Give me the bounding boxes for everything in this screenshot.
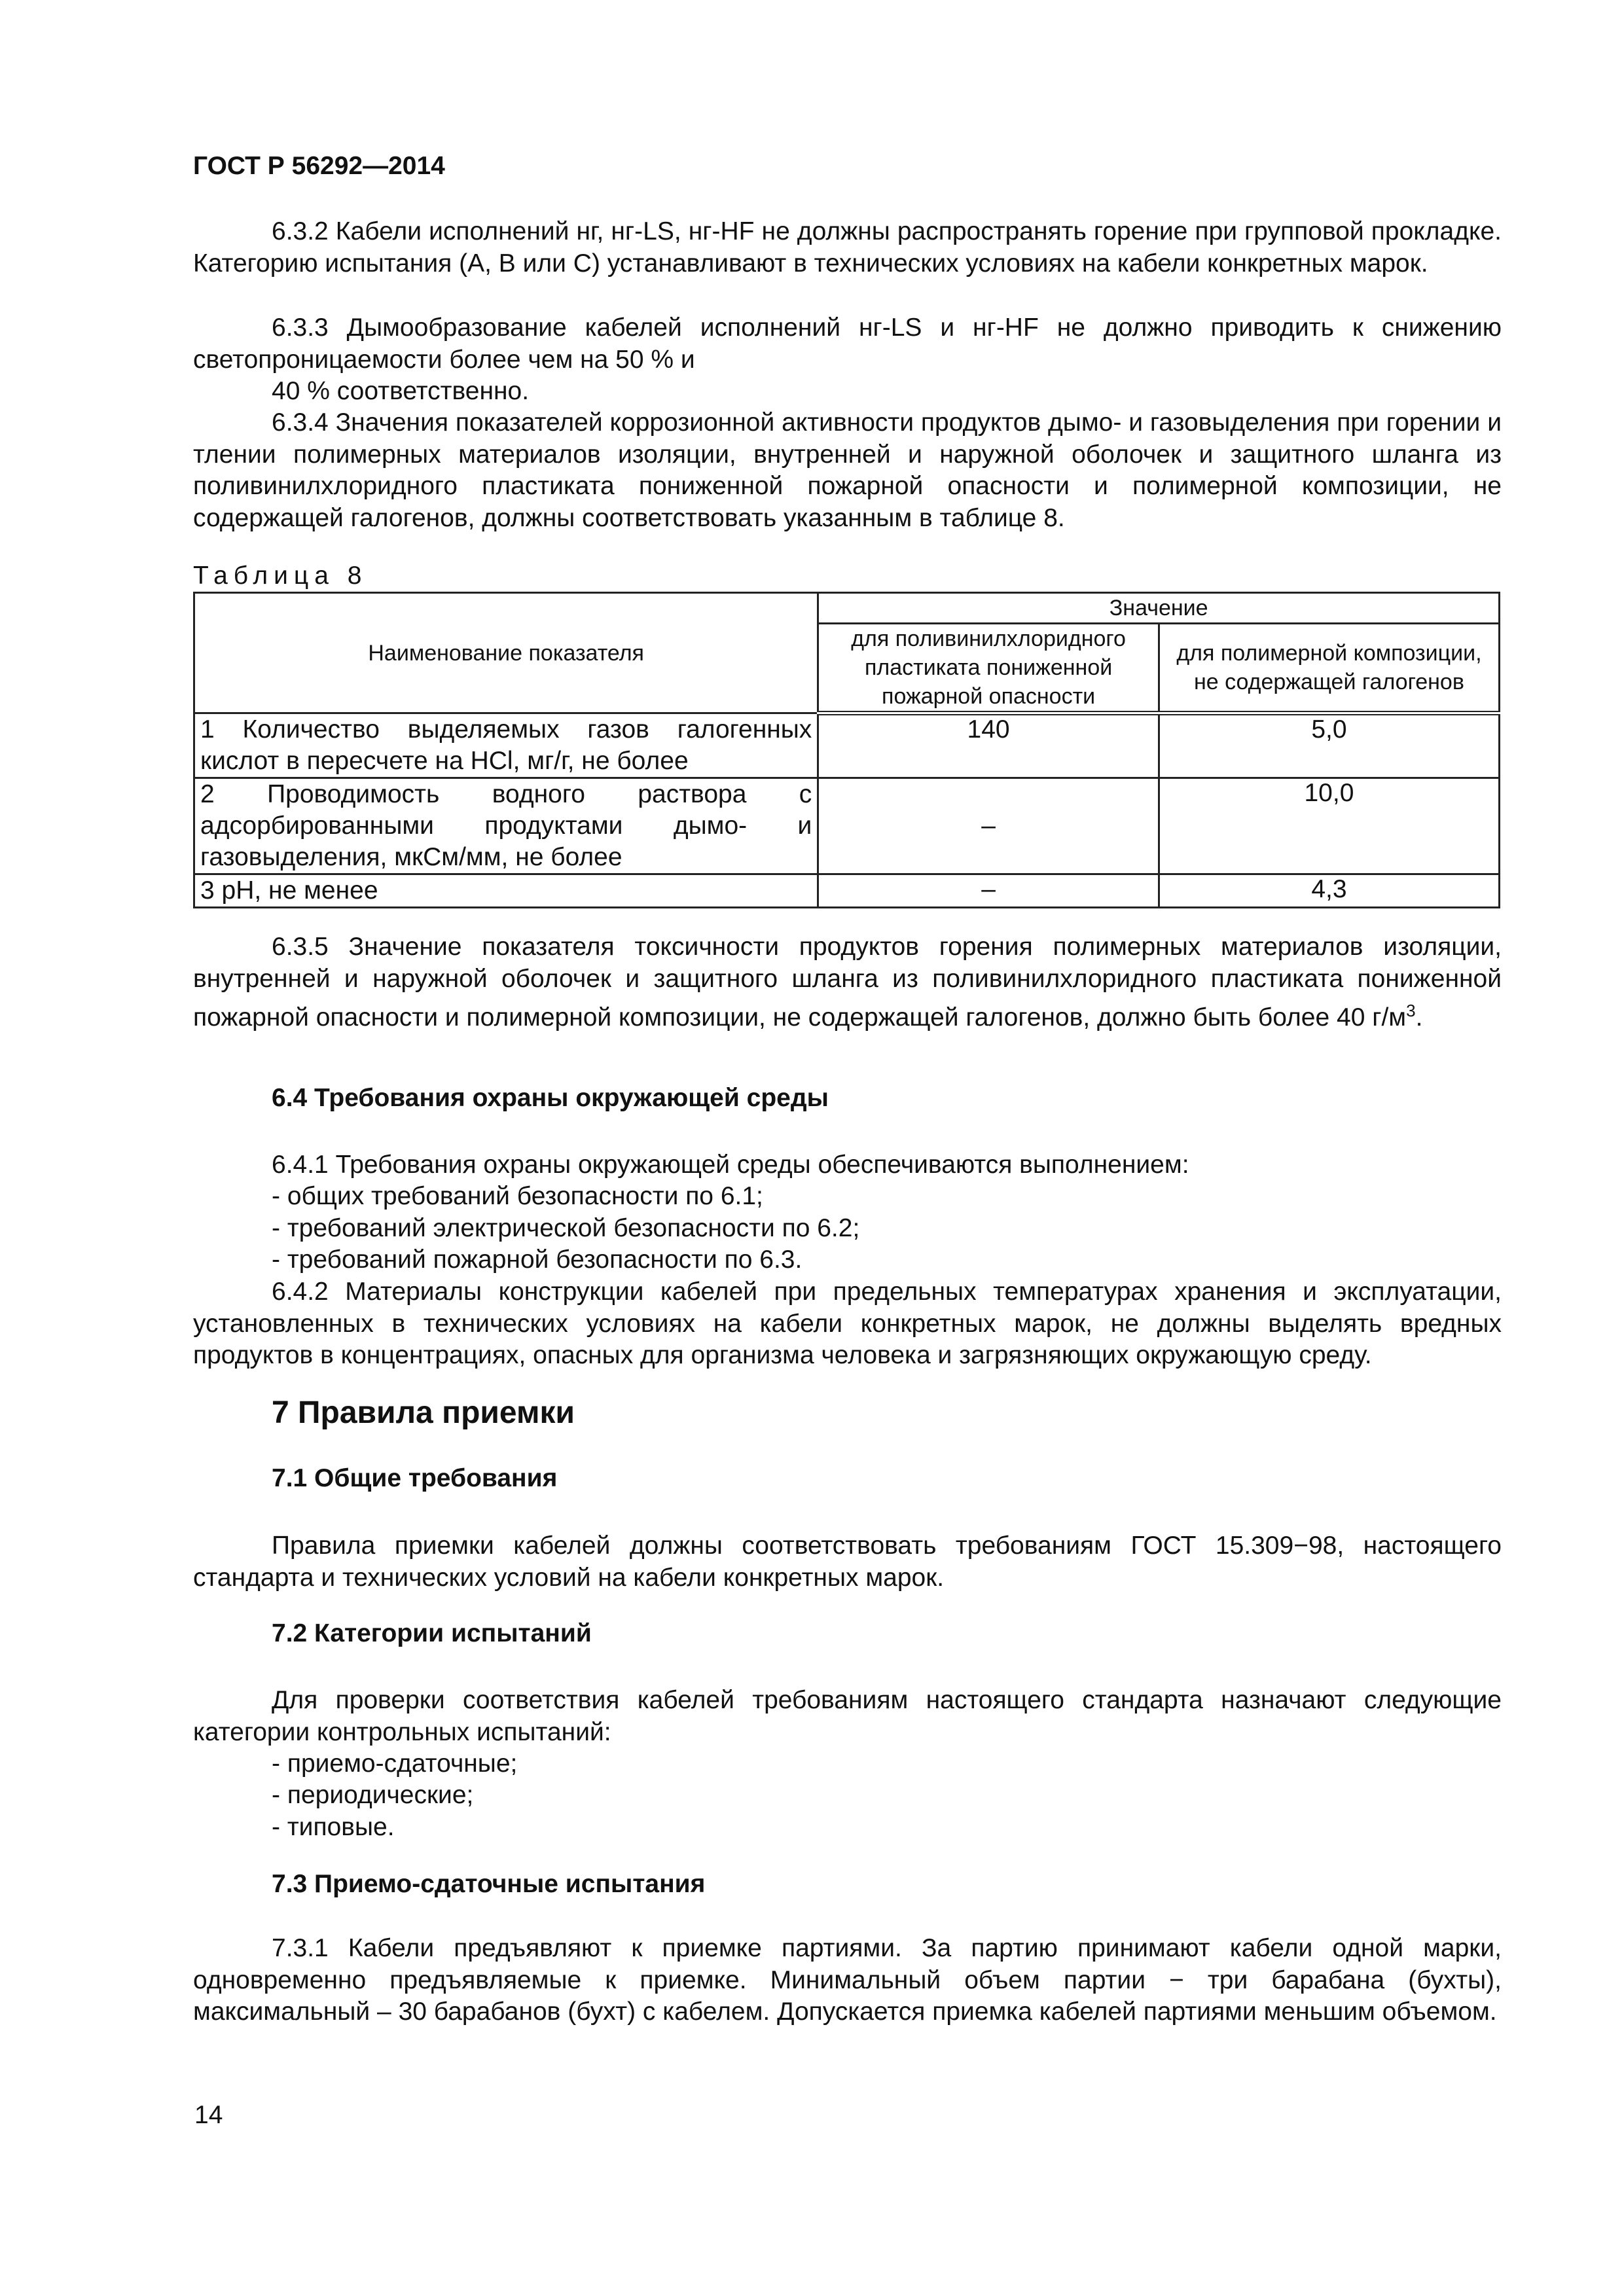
list-item: - общих требований безопасности по 6.1; xyxy=(272,1182,763,1210)
table-header-halogen-free: для полимерной композиции, не содержащей галогенов xyxy=(1159,624,1499,713)
document-code-header: ГОСТ Р 56292—2014 xyxy=(193,152,445,180)
table-cell-halogen-free-value: 5,0 xyxy=(1159,713,1499,778)
table-header-pvc: для поливинилхлоридного пластиката пониженной пожарной опасности xyxy=(818,624,1159,713)
table-cell-indicator: 1 Количество выделяемых газов галогенных кислот в пересчете на HCl, мг/г, не более xyxy=(194,713,818,778)
table-header-row-1 xyxy=(194,593,1500,624)
paragraph-7-3-1: 7.3.1 Кабели предъявляют к приемке партиями. За партию принимают кабели одной марки, одновременно предъявляемые к приемке. Минимальный объем партии − три барабана (бухты), максимальный – 30 барабанов (бухт) с кабелем. Допускается приемка кабелей партиями меньшим объемом. xyxy=(193,1934,1502,2026)
paragraph-6-3-5-text: 6.3.5 Значение показателя токсичности продуктов горения полимерных материалов изоляции, внутренней и наружной оболочек и защитного шланга из поливинилхлоридного пластиката пониженной пожарной опасности и полимерной композиции, не содержащей галогенов, должно быть более 40 г/м xyxy=(193,933,1502,1031)
list-item: - приемо-сдаточные; xyxy=(272,1749,518,1778)
heading-7: 7 Правила приемки xyxy=(272,1395,575,1430)
table-cell-indicator: 2 Проводимость водного раствора с адсорбированными продуктами дымо- и газовыделения, мкСм/мм, не более xyxy=(194,778,818,874)
table-8-title: Таблица 8 xyxy=(193,562,368,590)
list-item: - типовые. xyxy=(272,1813,395,1841)
table-cell-halogen-free-value: 10,0 xyxy=(1159,778,1499,874)
heading-6-4: 6.4 Требования охраны окружающей среды xyxy=(272,1084,829,1112)
heading-7-3: 7.3 Приемо-сдаточные испытания xyxy=(272,1870,706,1898)
list-item: - требований пожарной безопасности по 6.3. xyxy=(272,1246,803,1274)
superscript-cubic: 3 xyxy=(1406,1001,1416,1020)
table-header-value: Значение xyxy=(818,593,1500,624)
table-cell-pvc-value: – xyxy=(818,778,1159,874)
table-row xyxy=(194,713,1500,778)
table-cell-pvc-value: 140 xyxy=(818,713,1159,778)
paragraph-6-3-5 xyxy=(193,931,1502,1034)
paragraph-6-3-5-end: . xyxy=(1415,1003,1423,1031)
paragraph-6-3-2: 6.3.2 Кабели исполнений нг, нг-LS, нг-HF не должны распространять горение при групповой прокладке. Категорию испытания (А, В или С) устанавливают в технических условиях на кабели конкретных марок. xyxy=(193,217,1502,278)
table-cell-pvc-value: – xyxy=(818,874,1159,908)
paragraph-6-3-3: 6.3.3 Дымообразование кабелей исполнений нг-LS и нг-HF не должно приводить к снижению светопроницаемости более чем на 50 % и xyxy=(193,314,1502,374)
table-cell-indicator: 3 pH, не менее xyxy=(194,874,818,908)
page-number: 14 xyxy=(194,2101,223,2129)
table-row xyxy=(194,874,1500,908)
paragraph-6-3-3-continuation: 40 % соответственно. xyxy=(272,377,530,405)
heading-7-1: 7.1 Общие требования xyxy=(272,1464,558,1492)
table-cell-halogen-free-value: 4,3 xyxy=(1159,874,1499,908)
list-item: - периодические; xyxy=(272,1781,474,1809)
table-header-name: Наименование показателя xyxy=(194,593,818,713)
list-item: - требований электрической безопасности по 6.2; xyxy=(272,1214,860,1242)
table-row xyxy=(194,778,1500,874)
heading-7-2: 7.2 Категории испытаний xyxy=(272,1619,592,1647)
paragraph-6-4-2: 6.4.2 Материалы конструкции кабелей при предельных температурах хранения и эксплуатации, установленных в технических условиях на кабели конкретных марок, не должны выделять вредных продуктов в концентрациях, опасных для организма человека и загрязняющих окружающую среду. xyxy=(193,1278,1502,1369)
paragraph-6-4-1: 6.4.1 Требования охраны окружающей среды обеспечиваются выполнением: xyxy=(272,1151,1189,1179)
paragraph-6-3-4: 6.3.4 Значения показателей коррозионной активности продуктов дымо- и газовыделения при горении и тлении полимерных материалов изоляции, внутренней и наружной оболочек и защитного шланга из поливинилхлоридного пластиката пониженной пожарной опасности и полимерной композиции, не содержащей галогенов, должны соответствовать указанным в таблице 8. xyxy=(193,408,1502,532)
paragraph-7-2: Для проверки соответствия кабелей требованиям настоящего стандарта назначают следующие категории контрольных испытаний: xyxy=(193,1686,1502,1746)
table-8 xyxy=(193,592,1500,908)
paragraph-7-1: Правила приемки кабелей должны соответствовать требованиям ГОСТ 15.309−98, настоящего стандарта и технических условий на кабели конкретных марок. xyxy=(193,1532,1502,1592)
